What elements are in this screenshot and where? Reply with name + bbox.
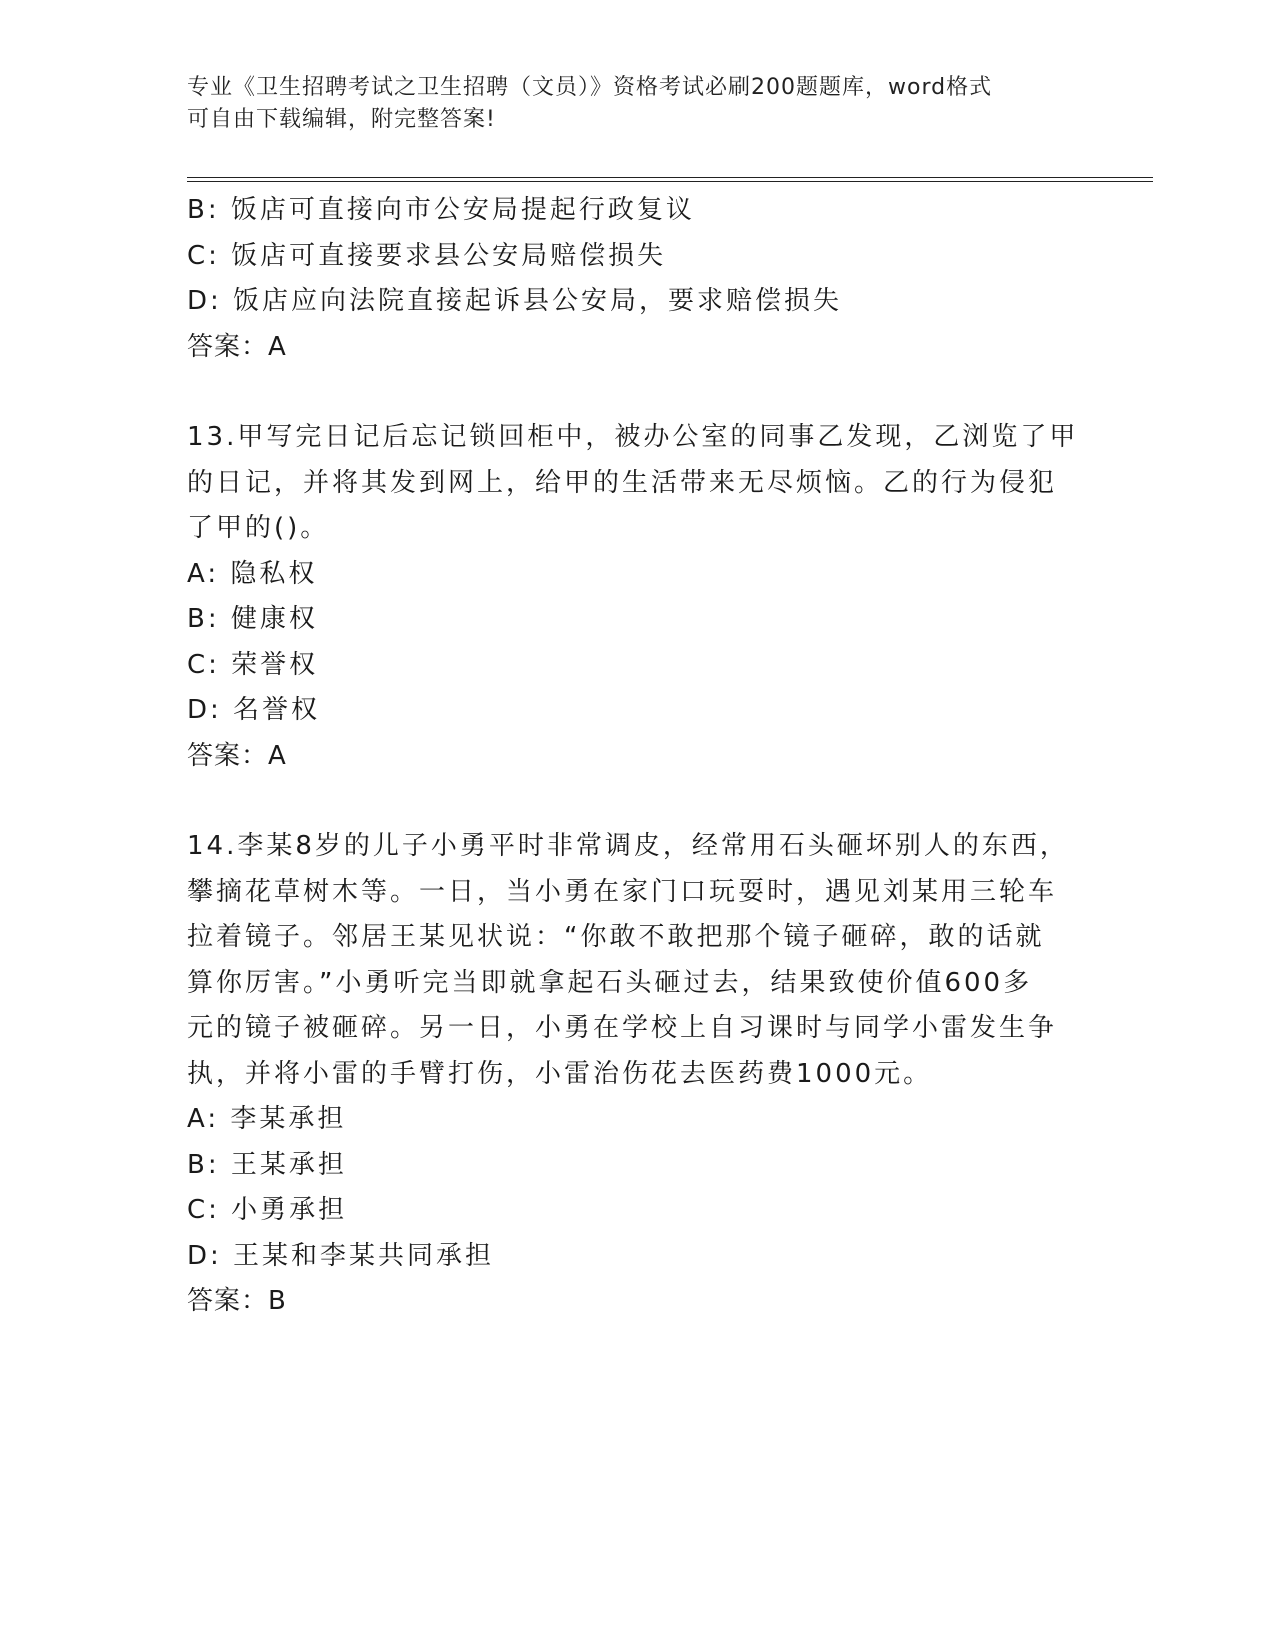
question-content bbox=[187, 188, 1087, 1325]
option-b: B: 王某承担 bbox=[187, 1149, 347, 1180]
option-c: C: 荣誉权 bbox=[187, 649, 319, 680]
option-b: B: 健康权 bbox=[187, 604, 318, 634]
document-header bbox=[187, 72, 1067, 136]
question-stem-line: 的日记，并将其发到网上，给甲的生活带来无尽烦恼。乙的行为侵犯 bbox=[187, 467, 1058, 498]
question-13 bbox=[187, 415, 1087, 779]
option-d: D: 王某和李某共同承担 bbox=[187, 1240, 495, 1271]
option-d: D: 饭店应向法院直接起诉县公安局，要求赔偿损失 bbox=[187, 286, 843, 316]
question-stem-line: 算你厉害。”小勇听完当即就拿起石头砸过去，结果致使价值600多 bbox=[187, 967, 1033, 998]
question-stem-line: 13.甲写完日记后忘记锁回柜中，被办公室的同事乙发现，乙浏览了甲 bbox=[187, 422, 1079, 452]
question-stem-line: 14.李某8岁的儿子小勇平时非常调皮，经常用石头砸坏别人的东西， bbox=[187, 831, 1069, 861]
question-stem-line: 执，并将小雷的手臂打伤，小雷治伤花去医药费1000元。 bbox=[187, 1058, 933, 1089]
option-a: A: 李某承担 bbox=[187, 1104, 347, 1134]
question-12 bbox=[187, 188, 1087, 370]
question-stem-line: 元的镜子被砸碎。另一日，小勇在学校上自习课时与同学小雷发生争 bbox=[187, 1013, 1058, 1043]
option-d: D: 名誉权 bbox=[187, 695, 321, 725]
option-c: C: 饭店可直接要求县公安局赔偿损失 bbox=[187, 240, 667, 271]
answer-line: 答案：A bbox=[187, 740, 287, 771]
option-a: A: 隐私权 bbox=[187, 558, 318, 589]
question-spacer bbox=[187, 370, 1087, 415]
header-divider bbox=[187, 177, 1153, 182]
header-title-line-2: 可自由下载编辑，附完整答案! bbox=[187, 107, 496, 132]
header-title-line-1: 专业《卫生招聘考试之卫生招聘（文员）》资格考试必刷200题题库，word格式 bbox=[187, 75, 993, 100]
answer-line: 答案：B bbox=[187, 1286, 287, 1316]
question-stem-line: 了甲的()。 bbox=[187, 513, 330, 543]
question-spacer bbox=[187, 779, 1087, 824]
option-b: B: 饭店可直接向市公安局提起行政复议 bbox=[187, 195, 695, 225]
question-14 bbox=[187, 824, 1087, 1325]
question-stem-line: 攀摘花草树木等。一日，当小勇在家门口玩耍时，遇见刘某用三轮车 bbox=[187, 876, 1058, 907]
option-c: C: 小勇承担 bbox=[187, 1195, 348, 1225]
question-stem-line: 拉着镜子。邻居王某见状说：“你敢不敢把那个镜子砸碎，敢的话就 bbox=[187, 922, 1045, 952]
answer-line: 答案：A bbox=[187, 331, 287, 362]
